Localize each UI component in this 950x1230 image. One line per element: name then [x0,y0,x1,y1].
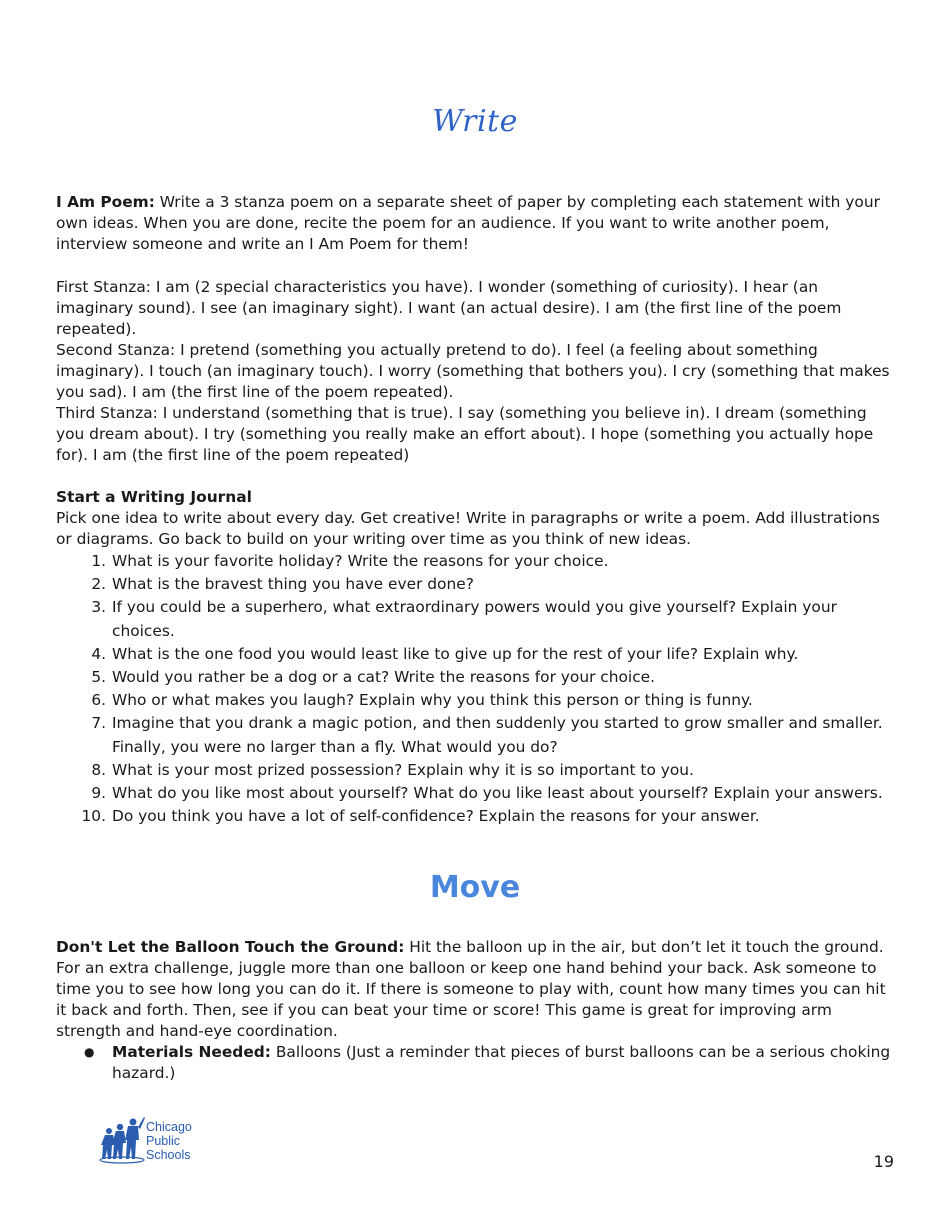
i-am-poem-paragraph [56,192,898,255]
list-item [56,643,898,666]
writing-journal-section [56,487,898,828]
list-item-number: 2. [91,575,106,594]
list-item [56,782,898,805]
i-am-poem-section [56,192,898,255]
list-item-text: What is the one food you would least like to give up for the rest of your life? Explain why. [112,644,799,663]
list-item-text: If you could be a superhero, what extraordinary powers would you give yourself? Explain your choices. [112,598,837,640]
list-item [56,550,898,573]
second-stanza: Second Stanza: I pretend (something you actually pretend to do). I feel (a feeling about something imaginary). I touch (an imaginary touch). I worry (something that bothers you). I cry (something that makes you sad). I am (the first line of the poem repeated). [56,341,890,401]
third-stanza: Third Stanza: I understand (something that is true). I say (something you believe in). I dream (something you dream about). I try (something you really make an effort about). I hope (something you actually hope for). I am (the first line of the poem repeated) [56,404,874,464]
list-item [56,712,898,758]
list-item-number: 3. [91,598,106,617]
first-stanza: First Stanza: I am (2 special characteristics you have). I wonder (something of curiosity). I hear (an imaginary sound). I see (an imaginary sight). I want (an actual desire). I am (the first line of the poem repeated). [56,278,842,338]
list-item-text: Who or what makes you laugh? Explain why you think this person or thing is funny. [112,691,753,710]
list-item [56,1042,898,1084]
list-item-number: 6. [91,691,106,710]
cps-figures-icon [98,1114,146,1164]
write-heading: Write [432,104,518,139]
balloon-label: Don't Let the Balloon Touch the Ground: [56,938,405,956]
list-item [56,573,898,596]
i-am-poem-text: Write a 3 stanza poem on a separate sheet of paper by completing each statement with your own ideas. When you are done, recite the poem for an audience. If you want to write another poem, interview someone and write an I Am Poem for them! [56,193,880,253]
chicago-public-schools-logo [98,1114,218,1166]
journal-prompt-list [56,550,898,828]
list-item-text: What is your favorite holiday? Write the reasons for your choice. [112,552,609,570]
list-item-number: 10. [81,807,106,826]
list-item [56,596,898,642]
bullet-icon: ● [84,1045,95,1059]
list-item [56,689,898,712]
list-item-number: 4. [91,644,106,663]
materials-text: Balloons (Just a reminder that pieces of burst balloons can be a serious choking hazard.) [112,1043,891,1082]
journal-title: Start a Writing Journal [56,488,252,506]
list-item [56,759,898,782]
move-heading: Move [429,870,521,905]
stanza-instructions [56,277,898,466]
list-item [56,805,898,828]
list-item-text: What do you like most about yourself? What do you like least about yourself? Explain your answers. [112,784,883,803]
materials-label: Materials Needed: [112,1043,271,1061]
list-item-text: What is the bravest thing you have ever done? [112,575,474,594]
list-item-text: What is your most prized possession? Explain why it is so important to you. [112,760,694,779]
i-am-poem-label: I Am Poem: [56,193,155,211]
list-item-number: 1. [91,552,106,570]
list-item-text: Would you rather be a dog or a cat? Write the reasons for your choice. [112,668,656,687]
journal-intro: Pick one idea to write about every day. Get creative! Write in paragraphs or write a poem. Add illustrations or diagrams. Go back to build on your writing over time as you think of new ideas. [56,509,880,548]
list-item-number: 8. [91,760,106,779]
balloon-paragraph [56,937,898,1042]
list-item-text: Imagine that you drank a magic potion, and then suddenly you started to grow smaller and smaller. Finally, you were no larger than a fly. What would you do? [112,714,883,756]
materials-list [56,1042,898,1084]
cps-logo-text: Chicago Public Schools [146,1120,192,1162]
balloon-text: Hit the balloon up in the air, but don’t let it touch the ground. For an extra challenge, juggle more than one balloon or keep one hand behind your back. Ask someone to time you to see how long you can do it. If there is someone to play with, count how many times you can hit it back and forth. Then, see if you can beat your time or score! This game is great for improving arm strength and hand-eye coordination. [56,938,886,1040]
page-number: 19 [873,1152,894,1171]
balloon-activity-section [56,937,898,1084]
list-item-number: 9. [91,784,106,803]
list-item-number: 7. [91,714,106,733]
list-item-text: Do you think you have a lot of self-confidence? Explain the reasons for your answer. [112,807,760,826]
list-item-number: 5. [91,668,106,687]
list-item [56,666,898,689]
